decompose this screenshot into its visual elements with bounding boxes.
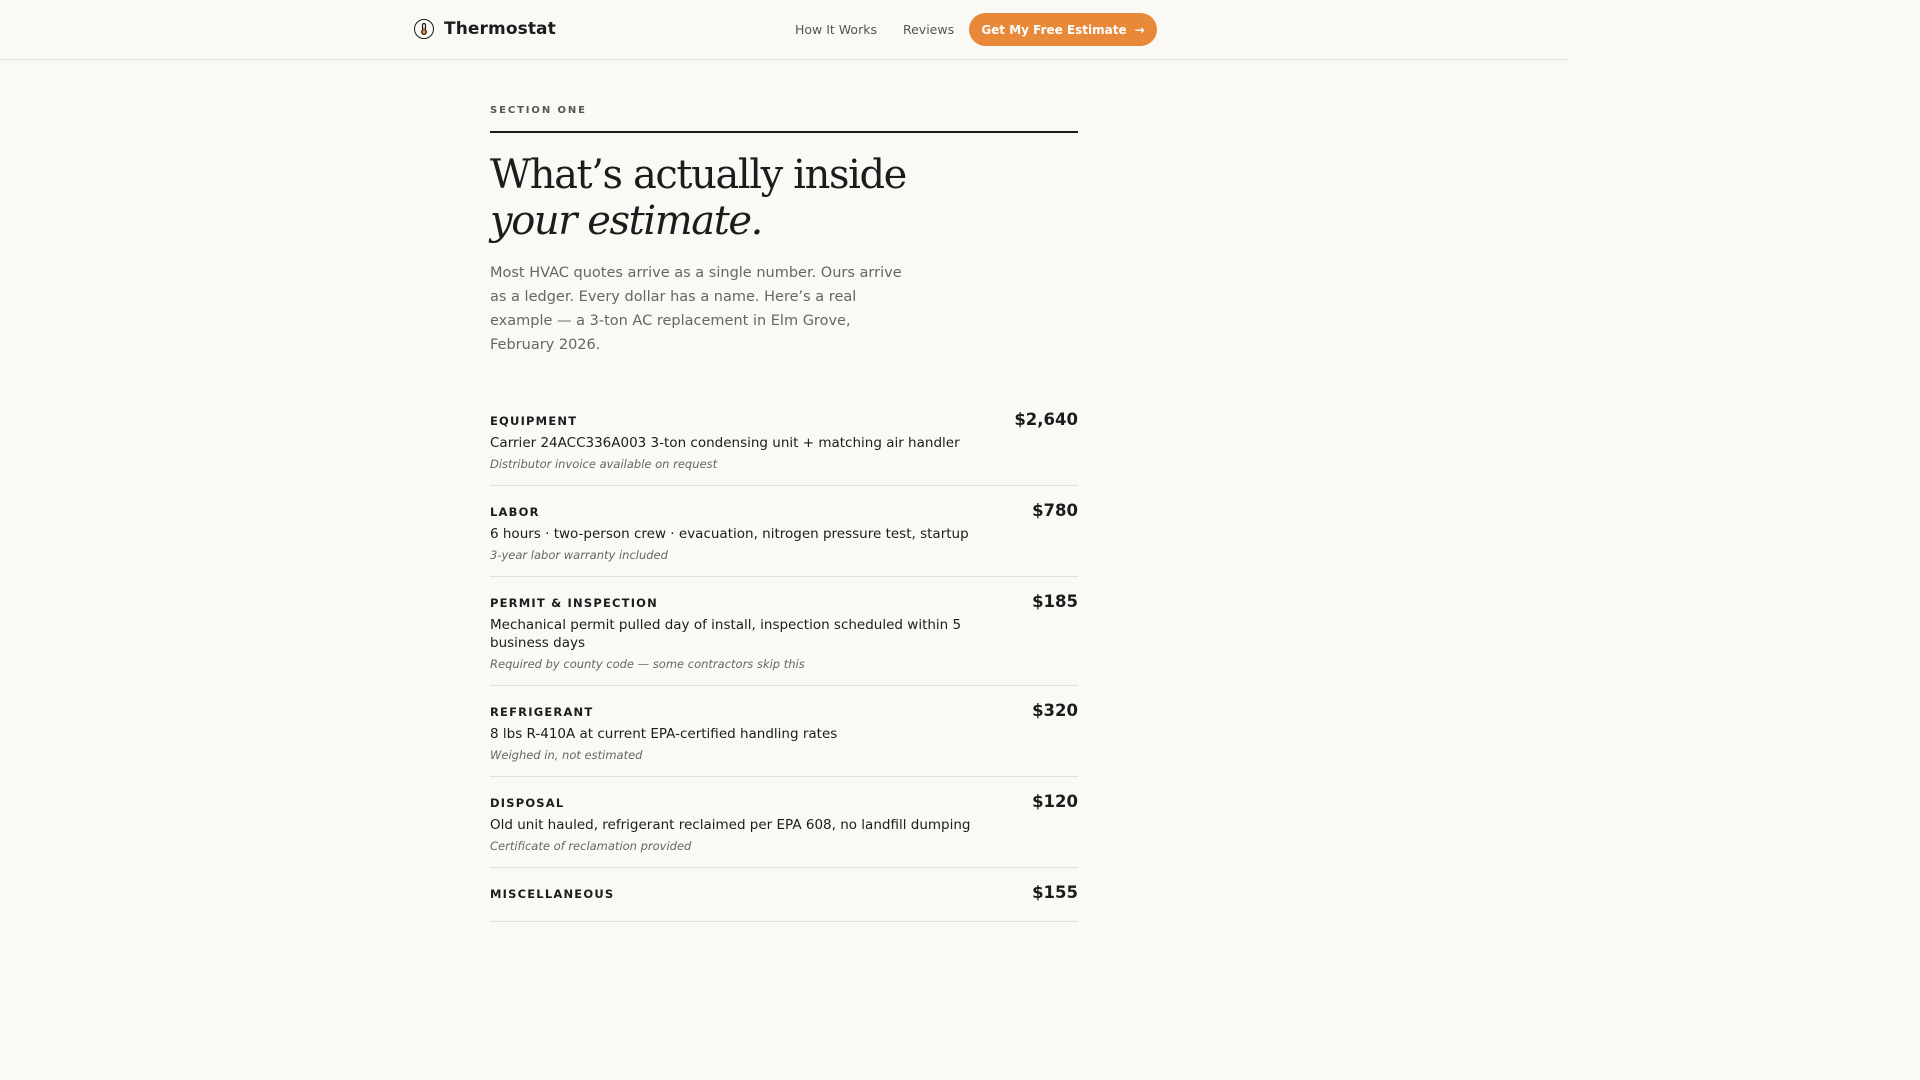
estimate-ledger — [490, 395, 1078, 922]
ledger-category: LABOR — [490, 505, 540, 519]
ledger-note: 3-year labor warranty included — [490, 548, 668, 562]
ledger-note: Distributor invoice available on request — [490, 457, 718, 471]
ledger-row-miscellaneous — [490, 868, 1078, 922]
ledger-category: EQUIPMENT — [490, 414, 578, 428]
ledger-description: 8 lbs R-410A at current EPA-certified handling rates — [490, 726, 838, 742]
main-nav — [795, 13, 980, 46]
ledger-row-refrigerant — [490, 686, 1078, 777]
ledger-category: REFRIGERANT — [490, 705, 594, 719]
ledger-category: DISPOSAL — [490, 796, 565, 810]
top-navigation-bar — [0, 0, 1568, 60]
ledger-description: Old unit hauled, refrigerant reclaimed per EPA 608, no landfill dumping — [490, 817, 971, 833]
ledger-amount: $320 — [1032, 701, 1078, 720]
ledger-amount: $2,640 — [1014, 410, 1078, 429]
ledger-row-labor — [490, 486, 1078, 577]
cta-label: Get My Free Estimate — [981, 22, 1127, 37]
arrow-right-icon: → — [1134, 22, 1145, 37]
ledger-row-disposal — [490, 777, 1078, 868]
ledger-amount: $780 — [1032, 501, 1078, 520]
ledger-amount: $120 — [1032, 792, 1078, 811]
ledger-row-equipment — [490, 395, 1078, 486]
section-headline — [490, 152, 1078, 244]
ledger-description: Mechanical permit pulled day of install, inspection scheduled within 5 business days — [490, 617, 962, 651]
nav-link-reviews[interactable]: Reviews — [902, 22, 955, 37]
ledger-note: Required by county code — some contractors skip this — [490, 657, 805, 671]
ledger-amount: $155 — [1032, 883, 1078, 902]
ledger-category: PERMIT & INSPECTION — [490, 596, 658, 610]
ledger-category: MISCELLANEOUS — [490, 887, 615, 901]
ledger-amount: $185 — [1032, 592, 1078, 611]
nav-link-how-it-works[interactable]: How It Works — [795, 22, 877, 37]
brand-logo-link[interactable] — [414, 17, 556, 41]
ledger-note: Weighed in, not estimated — [490, 748, 643, 762]
headline-line-2: your estimate. — [490, 198, 762, 244]
section-intro: Most HVAC quotes arrive as a single number. Ours arrive as a ledger. Every dollar has a name. Here’s a real example — a 3-ton AC replacement in Elm Grove, February 2026. — [490, 265, 902, 353]
get-free-estimate-button[interactable] — [969, 13, 1157, 46]
headline-line-1: What’s actually inside — [490, 152, 906, 198]
thermometer-icon — [417, 22, 431, 36]
ledger-description: 6 hours · two-person crew · evacuation, nitrogen pressure test, startup — [490, 526, 969, 542]
brand-name: Thermostat — [444, 19, 556, 39]
ledger-note: Certificate of reclamation provided — [490, 839, 692, 853]
ledger-description: Carrier 24ACC336A003 3-ton condensing unit + matching air handler — [490, 435, 960, 451]
thermostat-logo-icon — [414, 19, 434, 39]
ledger-row-permit — [490, 577, 1078, 686]
section-divider — [490, 131, 1078, 133]
section-eyebrow: SECTION ONE — [490, 105, 587, 116]
